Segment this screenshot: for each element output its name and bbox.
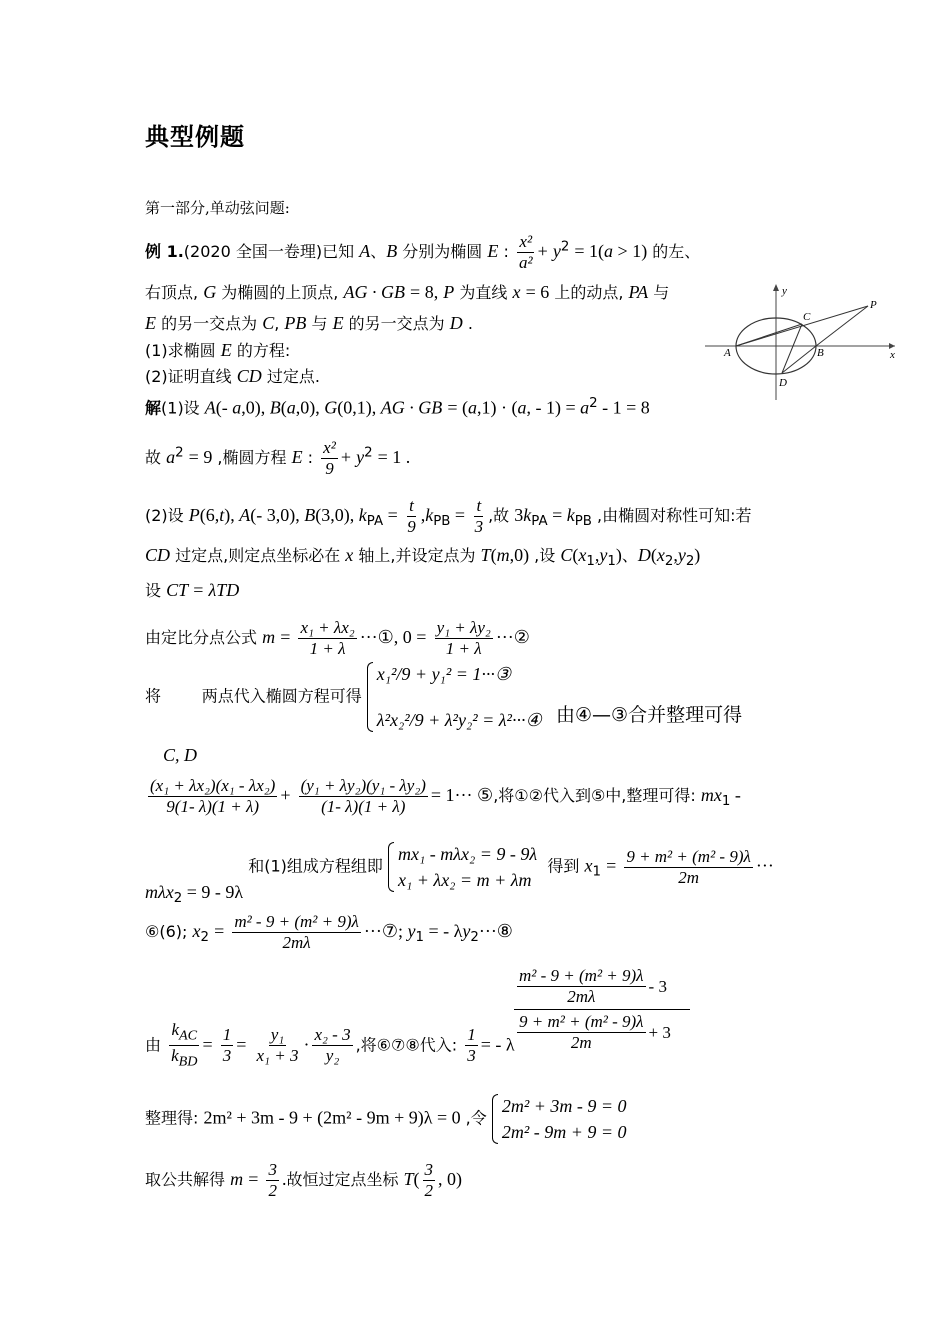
line-pb [816,306,868,346]
solution-line-2: 故 $a^2 = 9$ ,椭圆方程 E : $\frac{\text{x²}}{9}$ + $y^2 = 1$ . [145,438,411,478]
problem-line-2: 右顶点, G 为椭圆的上顶点, AG · GB = 8, P 为直线 x = 6 上的动点, PA 与 [145,282,670,302]
big-fraction: $\frac{\text{m² - 9 + (m² + 9)λ}}{2m\lambda}$ - 3 $\frac{\text{9 + m² + (m² - 9)λ}}{2m}$ + 3 [514,966,690,1053]
solution-line-6: 由定比分点公式 m = $\frac{\text{x₁ + λx₂}}{1 + \lambda}$ ···①, 0 = $\frac{\text{y₁ + λy₂}}{1 + \lambda}$ ···② [145,618,530,658]
section-heading: 第一部分,单动弦问题: [145,199,290,217]
y-axis-arrow [773,284,779,291]
label-d: D [779,377,787,389]
system1-eq-4: λ²x₂²/9 + λ²y₂² = λ²···④ [376,710,542,730]
solution-line-10: ⑥(6); $x_2$ = $\frac{\text{m² - 9 + (m² + 9)λ}}{2m\lambda}$ ···⑦; $y_1$ = - $\lambda y_2\cdot\cdot\cdot ⑧$ [145,912,513,952]
solution-line-7: 将 两点代入椭圆方程可得 x₁²/9 + y₁² = 1···③ λ²x₂²/9 + λ²y₂² = λ²···④ [145,664,542,730]
points-cd: C, D [163,745,198,765]
page-title: 典型例题 [145,123,245,151]
label-b: B [817,347,824,359]
solution-line-13: 取公共解得 m = $\frac{3}{2}$ .故恒过定点坐标 T( $\frac{3}{2}$ , 0) [145,1160,463,1200]
ellipse-figure [700,278,905,403]
solution-line-12: 整理得: 2m² + 3m - 9 + (2m² - 9m + 9)λ = 0 ,令 2m² + 3m - 9 = 0 2m² - 9m + 9 = 0 [145,1096,627,1142]
system3-eq-2: 2m² - 9m + 9 = 0 [501,1122,627,1142]
label-y: y [782,285,787,297]
solution-line-1: 解(1)设 A(- a,0), B(a,0), G(0,1), AG · GB = (a,1) · (a, - $1) = a^2 - 1 = 8$ [145,396,650,418]
solution-line-4: CD 过定点,则定点坐标必在 x 轴上,并设定点为 T(m,0) ,设 $C(x_1,y_1)$、$D(x_2,y_2)$ [145,545,701,570]
problem-line-3: E 的另一交点为 C, PB 与 E 的另一交点为 D . [145,313,473,333]
system1-eq-3: x₁²/9 + y₁² = 1···③ [376,664,511,684]
line-pa [736,306,868,346]
solution-line-11: 由 $\frac{k_{AC}}{k_{BD}}$ = $\frac{1}{3}$ = $\frac{\text{y₁}}{\text{x₁ + 3}}$ · $\frac{\text{x₂ - 3}}{\text{y₂}}$ ,将⑥⑦⑧代入: $\frac{1}{3}$ = - λ [145,1020,515,1070]
problem-line-1: 例 1.(2020 全国一卷理)已知 A、B 分别为椭圆 E : $\frac{\text{x²}}{\text{a²}}$ + $y^2 = 1(a > 1)$ 的左、 [145,232,701,272]
solution-line-8: $\frac{\text{(x₁ + λx₂)(x₁ - λx₂)}}{9(1- \lambda)(1 + \lambda)}$ + $\frac{\text{(y₁ + λy₂)(y₁ - λy₂)}}{(1- \lambda)(1 + \lambda)}$ = 1··· ⑤,将①②代入到⑤中,整理可得: $mx_1$ - [150,776,741,816]
system2-eq-2: x₁ + λx₂ = m + λm [398,870,532,890]
problem-part-2: (2)证明直线 CD 过定点. [145,366,320,386]
label-x: x [890,349,895,361]
equation-system-1 [367,662,542,732]
solution-line-9: mλx$_2$ = 9 - 9λ 和(1)组成方程组即 mx₁ - mλx₂ = 9 - 9λ x₁ + λx₂ = m + λm 得到 $x_1$ = $\frac{\text{9 + m² + (m² - 9)λ}}{2m}$ ··· [145,844,774,906]
equation-system-2 [388,842,537,892]
label-p: P [870,299,877,311]
solution-line-3: (2)设 P(6,t), A(- 3,0), B(3,0), $k_{PA}$ = $\frac{t}{9}$ $,k_{PB}$ = $\frac{t}{3}$ ,故 $3k_{PA} = k_{PB}$ ,由椭圆对称性可知:若 [145,496,752,536]
system2-eq-1: mx₁ - mλx₂ = 9 - 9λ [398,844,538,864]
label-c: C [803,311,811,323]
problem-part-1: (1)求椭圆 E 的方程: [145,340,291,360]
equation-system-3 [492,1094,627,1144]
solution-line-5: 设 CT = λTD [145,580,240,600]
combine-note: 由④—③合并整理可得 [556,704,743,726]
system3-eq-1: 2m² + 3m - 9 = 0 [501,1096,627,1116]
label-a: A [724,347,731,359]
